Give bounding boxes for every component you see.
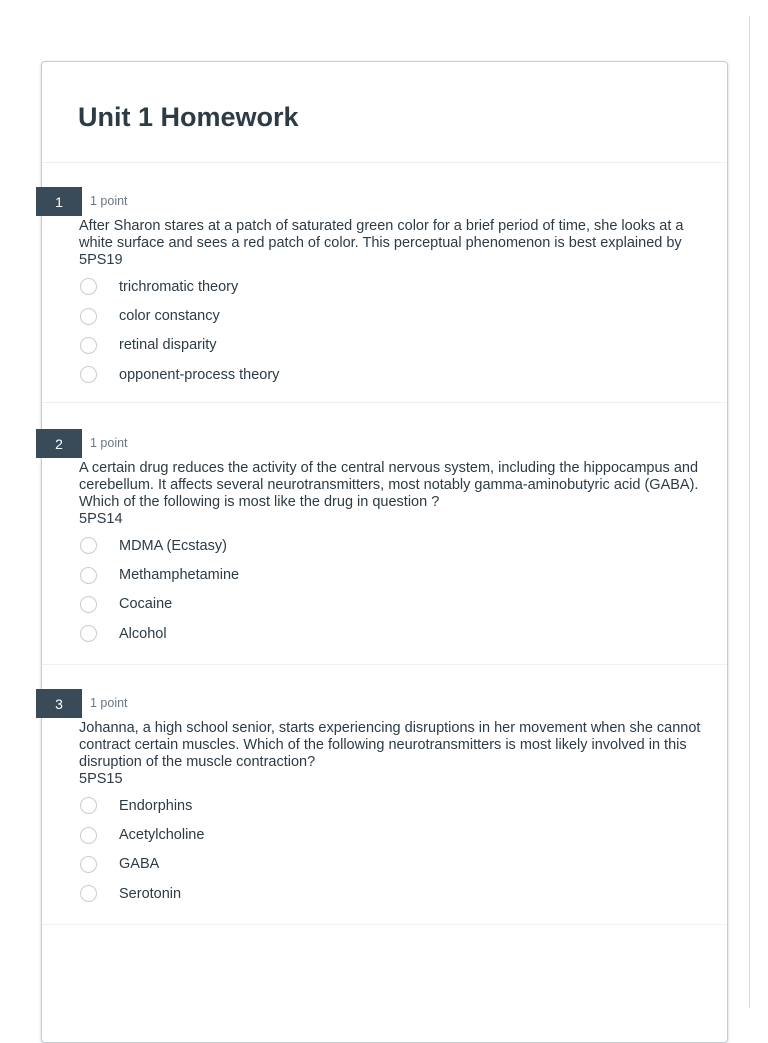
- answer-label: Acetylcholine: [119, 827, 205, 844]
- answer-label: Methamphetamine: [119, 567, 240, 584]
- answer-option[interactable]: [79, 531, 699, 560]
- radio-button[interactable]: [80, 856, 97, 873]
- question-code: 5PS15: [79, 771, 123, 787]
- radio-button[interactable]: [80, 537, 97, 554]
- page-edge-guide: [749, 16, 750, 1008]
- radio-button[interactable]: [80, 625, 97, 642]
- radio-button[interactable]: [80, 308, 97, 325]
- question-number-badge: 2: [36, 429, 82, 458]
- answer-label: trichromatic theory: [119, 278, 239, 295]
- answer-list: [79, 272, 699, 390]
- question-3: [42, 664, 727, 925]
- answer-label: Endorphins: [119, 797, 193, 814]
- radio-button[interactable]: [80, 366, 97, 383]
- question-points: 1 point: [90, 194, 128, 208]
- question-text: [79, 720, 711, 788]
- question-number-badge: 3: [36, 689, 82, 718]
- question-code: 5PS19: [79, 252, 123, 268]
- answer-list: [79, 791, 699, 909]
- question-text: [79, 460, 711, 528]
- radio-button[interactable]: [80, 885, 97, 902]
- answer-option[interactable]: [79, 850, 699, 879]
- answer-option[interactable]: [79, 791, 699, 820]
- radio-button[interactable]: [80, 337, 97, 354]
- answer-option[interactable]: [79, 560, 699, 589]
- radio-button[interactable]: [80, 797, 97, 814]
- page-title: Unit 1 Homework: [78, 102, 299, 132]
- answer-option[interactable]: [79, 879, 699, 908]
- answer-option[interactable]: [79, 301, 699, 330]
- answer-option[interactable]: [79, 590, 699, 619]
- question-prompt: A certain drug reduces the activity of the central nervous system, including the hippocampus and cerebellum. It affects several neurotransmitters, most notably gamma-aminobutyric acid (GABA). Which of the following is most like the drug in question ?: [79, 460, 699, 510]
- radio-button[interactable]: [80, 278, 97, 295]
- answer-option[interactable]: [79, 360, 699, 389]
- answer-label: Alcohol: [119, 625, 167, 642]
- answer-label: MDMA (Ecstasy): [119, 537, 227, 554]
- answer-list: [79, 531, 699, 649]
- answer-label: Cocaine: [119, 596, 173, 613]
- question-2: [42, 404, 727, 665]
- question-text: [79, 218, 711, 269]
- question-code: 5PS14: [79, 511, 123, 527]
- answer-label: GABA: [119, 856, 160, 873]
- homework-card: [41, 61, 728, 1043]
- answer-option[interactable]: [79, 820, 699, 849]
- radio-button[interactable]: [80, 567, 97, 584]
- answer-option[interactable]: [79, 619, 699, 648]
- radio-button[interactable]: [80, 596, 97, 613]
- question-prompt: After Sharon stares at a patch of saturated green color for a brief period of time, she looks at a white surface and sees a red patch of color. This perceptual phenomenon is best explained by: [79, 218, 684, 251]
- answer-label: color constancy: [119, 308, 220, 325]
- question-number-badge: 1: [36, 187, 82, 216]
- question-prompt: Johanna, a high school senior, starts experiencing disruptions in her movement when she cannot contract certain muscles. Which of the following neurotransmitters is most likely involved in this disruption of the muscle contraction?: [79, 720, 701, 770]
- question-points: 1 point: [90, 696, 128, 710]
- title-bar: [42, 62, 727, 163]
- answer-option[interactable]: [79, 331, 699, 360]
- question-1: [42, 162, 727, 403]
- question-points: 1 point: [90, 436, 128, 450]
- answer-option[interactable]: [79, 272, 699, 301]
- radio-button[interactable]: [80, 827, 97, 844]
- answer-label: retinal disparity: [119, 337, 217, 354]
- answer-label: Serotonin: [119, 885, 182, 902]
- answer-label: opponent-process theory: [119, 366, 280, 383]
